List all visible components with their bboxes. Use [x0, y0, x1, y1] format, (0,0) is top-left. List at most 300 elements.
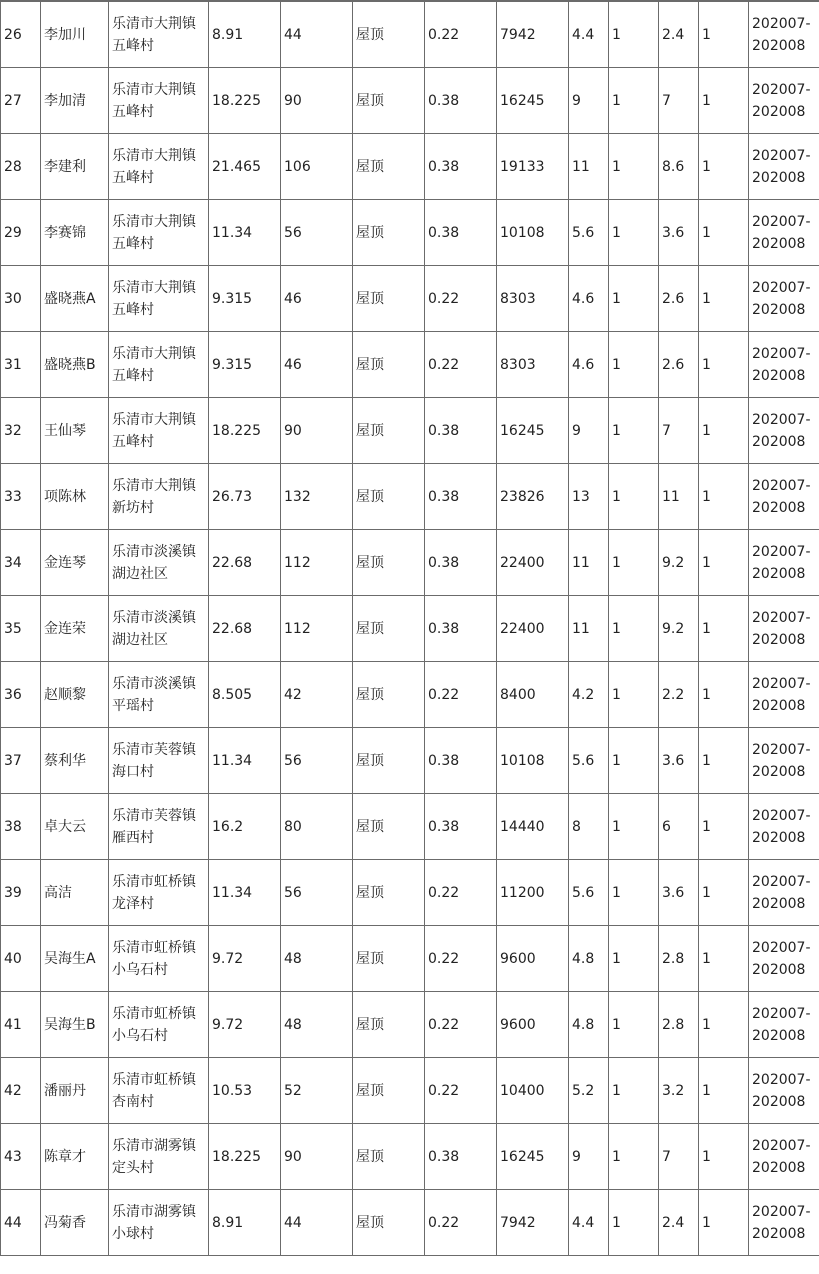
- cell-col11: 2.4: [659, 2, 699, 68]
- cell-address: [109, 992, 209, 1058]
- cell-address-line-2: 雁西村: [112, 829, 154, 846]
- cell-period-line-1: 202007-: [752, 213, 811, 230]
- cell-col10: 1: [609, 398, 659, 464]
- cell-name: 金连荣: [41, 596, 109, 662]
- cell-rate: 0.38: [425, 134, 497, 200]
- cell-col12: 1: [699, 2, 749, 68]
- cell-capacity: 9.315: [209, 266, 281, 332]
- cell-period-line-1: 202007-: [752, 873, 811, 890]
- cell-index: 43: [1, 1124, 41, 1190]
- cell-capacity: 22.68: [209, 596, 281, 662]
- cell-col9: 11: [569, 134, 609, 200]
- cell-panels: 132: [281, 464, 353, 530]
- cell-col9: 11: [569, 530, 609, 596]
- cell-address-line-1: 乐清市大荆镇: [112, 213, 196, 230]
- table-row: [1, 794, 819, 860]
- table-row: [1, 596, 819, 662]
- table-row: [1, 860, 819, 926]
- cell-col11: 2.8: [659, 926, 699, 992]
- cell-panels: 80: [281, 794, 353, 860]
- cell-col10: 1: [609, 926, 659, 992]
- cell-address: [109, 596, 209, 662]
- table-row: [1, 530, 819, 596]
- cell-col9: 5.6: [569, 860, 609, 926]
- cell-col10: 1: [609, 134, 659, 200]
- cell-panels: 56: [281, 200, 353, 266]
- cell-period-line-1: 202007-: [752, 1137, 811, 1154]
- cell-address-line-1: 乐清市湖雾镇: [112, 1203, 196, 1220]
- cell-address-line-2: 五峰村: [112, 169, 154, 186]
- table-row: [1, 464, 819, 530]
- cell-period-line-2: 202008: [752, 1159, 806, 1176]
- cell-capacity: 9.72: [209, 926, 281, 992]
- cell-generation: 7942: [497, 1190, 569, 1256]
- cell-index: 33: [1, 464, 41, 530]
- cell-index: 27: [1, 68, 41, 134]
- cell-rate: 0.38: [425, 530, 497, 596]
- cell-col12: 1: [699, 794, 749, 860]
- cell-capacity: 11.34: [209, 728, 281, 794]
- cell-col11: 11: [659, 464, 699, 530]
- cell-col9: 5.6: [569, 200, 609, 266]
- cell-col10: 1: [609, 68, 659, 134]
- cell-period-line-2: 202008: [752, 829, 806, 846]
- table-row: [1, 332, 819, 398]
- table-row: [1, 992, 819, 1058]
- cell-col11: 3.6: [659, 860, 699, 926]
- cell-panels: 46: [281, 332, 353, 398]
- cell-period-line-2: 202008: [752, 565, 806, 582]
- cell-rate: 0.38: [425, 596, 497, 662]
- cell-address-line-1: 乐清市虹桥镇: [112, 873, 196, 890]
- cell-capacity: 18.225: [209, 68, 281, 134]
- cell-col9: 4.8: [569, 992, 609, 1058]
- cell-address-line-2: 五峰村: [112, 235, 154, 252]
- cell-col11: 7: [659, 1124, 699, 1190]
- cell-index: 42: [1, 1058, 41, 1124]
- cell-address-line-1: 乐清市芙蓉镇: [112, 741, 196, 758]
- cell-address-line-2: 湖边社区: [112, 565, 168, 582]
- cell-address: [109, 266, 209, 332]
- cell-col10: 1: [609, 596, 659, 662]
- cell-col12: 1: [699, 266, 749, 332]
- cell-col11: 3.6: [659, 728, 699, 794]
- cell-period-line-1: 202007-: [752, 609, 811, 626]
- cell-period: [749, 398, 819, 464]
- cell-address-line-2: 五峰村: [112, 433, 154, 450]
- table-row: [1, 134, 819, 200]
- cell-generation: 16245: [497, 68, 569, 134]
- cell-index: 29: [1, 200, 41, 266]
- cell-period: [749, 200, 819, 266]
- cell-col10: 1: [609, 266, 659, 332]
- cell-col9: 9: [569, 68, 609, 134]
- cell-col9: 9: [569, 1124, 609, 1190]
- cell-rate: 0.22: [425, 1190, 497, 1256]
- cell-name: 李加清: [41, 68, 109, 134]
- cell-rate: 0.38: [425, 728, 497, 794]
- cell-panels: 112: [281, 530, 353, 596]
- cell-col10: 1: [609, 2, 659, 68]
- cell-address: [109, 1058, 209, 1124]
- cell-install-type: 屋顶: [353, 992, 425, 1058]
- cell-install-type: 屋顶: [353, 134, 425, 200]
- cell-install-type: 屋顶: [353, 266, 425, 332]
- cell-capacity: 21.465: [209, 134, 281, 200]
- cell-index: 28: [1, 134, 41, 200]
- cell-period: [749, 332, 819, 398]
- cell-address: [109, 398, 209, 464]
- cell-period-line-2: 202008: [752, 1093, 806, 1110]
- cell-name: 李加川: [41, 2, 109, 68]
- cell-name: 冯菊香: [41, 1190, 109, 1256]
- household-solar-table: [0, 1, 819, 1256]
- cell-generation: 16245: [497, 398, 569, 464]
- cell-address-line-1: 乐清市虹桥镇: [112, 939, 196, 956]
- cell-install-type: 屋顶: [353, 464, 425, 530]
- cell-install-type: 屋顶: [353, 1124, 425, 1190]
- cell-index: 34: [1, 530, 41, 596]
- table-row: [1, 200, 819, 266]
- cell-panels: 52: [281, 1058, 353, 1124]
- cell-rate: 0.38: [425, 68, 497, 134]
- cell-panels: 90: [281, 68, 353, 134]
- cell-col12: 1: [699, 1058, 749, 1124]
- cell-address-line-1: 乐清市大荆镇: [112, 147, 196, 164]
- cell-name: 赵顺黎: [41, 662, 109, 728]
- cell-address: [109, 728, 209, 794]
- cell-generation: 19133: [497, 134, 569, 200]
- cell-period: [749, 926, 819, 992]
- cell-rate: 0.22: [425, 1058, 497, 1124]
- cell-address-line-2: 五峰村: [112, 37, 154, 54]
- cell-install-type: 屋顶: [353, 794, 425, 860]
- cell-address-line-1: 乐清市虹桥镇: [112, 1071, 196, 1088]
- cell-name: 盛晓燕A: [41, 266, 109, 332]
- cell-install-type: 屋顶: [353, 926, 425, 992]
- cell-period-line-2: 202008: [752, 499, 806, 516]
- cell-name: 吴海生B: [41, 992, 109, 1058]
- cell-rate: 0.38: [425, 794, 497, 860]
- cell-generation: 16245: [497, 1124, 569, 1190]
- cell-panels: 56: [281, 860, 353, 926]
- cell-period-line-1: 202007-: [752, 279, 811, 296]
- cell-col11: 7: [659, 68, 699, 134]
- cell-address: [109, 68, 209, 134]
- cell-panels: 48: [281, 926, 353, 992]
- cell-generation: 14440: [497, 794, 569, 860]
- table-row: [1, 266, 819, 332]
- cell-period-line-2: 202008: [752, 961, 806, 978]
- cell-address-line-1: 乐清市大荆镇: [112, 411, 196, 428]
- cell-col12: 1: [699, 1190, 749, 1256]
- cell-period-line-2: 202008: [752, 301, 806, 318]
- cell-address: [109, 530, 209, 596]
- cell-panels: 106: [281, 134, 353, 200]
- cell-col9: 4.6: [569, 332, 609, 398]
- cell-period: [749, 68, 819, 134]
- cell-col9: 13: [569, 464, 609, 530]
- cell-address-line-2: 杏南村: [112, 1093, 154, 1110]
- cell-period-line-1: 202007-: [752, 939, 811, 956]
- cell-col9: 4.8: [569, 926, 609, 992]
- cell-period: [749, 860, 819, 926]
- cell-index: 32: [1, 398, 41, 464]
- cell-capacity: 11.34: [209, 860, 281, 926]
- cell-rate: 0.22: [425, 332, 497, 398]
- cell-period: [749, 662, 819, 728]
- cell-install-type: 屋顶: [353, 728, 425, 794]
- table-row: [1, 68, 819, 134]
- cell-address-line-2: 小球村: [112, 1225, 154, 1242]
- cell-address-line-1: 乐清市大荆镇: [112, 279, 196, 296]
- cell-col11: 6: [659, 794, 699, 860]
- cell-address: [109, 200, 209, 266]
- cell-install-type: 屋顶: [353, 68, 425, 134]
- cell-name: 李建利: [41, 134, 109, 200]
- cell-rate: 0.22: [425, 2, 497, 68]
- cell-address-line-2: 定头村: [112, 1159, 154, 1176]
- cell-address-line-2: 海口村: [112, 763, 154, 780]
- cell-address-line-1: 乐清市淡溪镇: [112, 675, 196, 692]
- cell-install-type: 屋顶: [353, 662, 425, 728]
- cell-col12: 1: [699, 332, 749, 398]
- cell-period: [749, 1124, 819, 1190]
- cell-col10: 1: [609, 464, 659, 530]
- cell-capacity: 22.68: [209, 530, 281, 596]
- cell-period-line-2: 202008: [752, 169, 806, 186]
- cell-capacity: 18.225: [209, 1124, 281, 1190]
- cell-col9: 5.6: [569, 728, 609, 794]
- cell-col11: 3.2: [659, 1058, 699, 1124]
- cell-generation: 8400: [497, 662, 569, 728]
- cell-col12: 1: [699, 134, 749, 200]
- cell-capacity: 26.73: [209, 464, 281, 530]
- table-row: [1, 662, 819, 728]
- cell-install-type: 屋顶: [353, 200, 425, 266]
- cell-col10: 1: [609, 1124, 659, 1190]
- cell-rate: 0.38: [425, 200, 497, 266]
- cell-address-line-2: 龙泽村: [112, 895, 154, 912]
- cell-install-type: 屋顶: [353, 398, 425, 464]
- cell-name: 蔡利华: [41, 728, 109, 794]
- cell-address-line-1: 乐清市大荆镇: [112, 345, 196, 362]
- cell-panels: 42: [281, 662, 353, 728]
- cell-col11: 2.8: [659, 992, 699, 1058]
- table-row: [1, 926, 819, 992]
- cell-index: 30: [1, 266, 41, 332]
- cell-col9: 5.2: [569, 1058, 609, 1124]
- cell-address-line-2: 小乌石村: [112, 1027, 168, 1044]
- cell-address-line-1: 乐清市淡溪镇: [112, 609, 196, 626]
- cell-period: [749, 1058, 819, 1124]
- cell-period-line-1: 202007-: [752, 477, 811, 494]
- cell-address: [109, 1190, 209, 1256]
- cell-name: 吴海生A: [41, 926, 109, 992]
- cell-col12: 1: [699, 1124, 749, 1190]
- cell-col11: 7: [659, 398, 699, 464]
- cell-period-line-1: 202007-: [752, 543, 811, 560]
- cell-col11: 9.2: [659, 530, 699, 596]
- cell-col10: 1: [609, 662, 659, 728]
- cell-panels: 46: [281, 266, 353, 332]
- cell-period-line-1: 202007-: [752, 807, 811, 824]
- cell-col11: 2.6: [659, 332, 699, 398]
- cell-address-line-1: 乐清市虹桥镇: [112, 1005, 196, 1022]
- cell-col9: 4.4: [569, 2, 609, 68]
- cell-col9: 4.2: [569, 662, 609, 728]
- cell-generation: 22400: [497, 596, 569, 662]
- cell-col12: 1: [699, 860, 749, 926]
- cell-address-line-1: 乐清市芙蓉镇: [112, 807, 196, 824]
- cell-generation: 11200: [497, 860, 569, 926]
- cell-index: 31: [1, 332, 41, 398]
- cell-address-line-2: 湖边社区: [112, 631, 168, 648]
- cell-capacity: 16.2: [209, 794, 281, 860]
- cell-index: 40: [1, 926, 41, 992]
- cell-col12: 1: [699, 596, 749, 662]
- cell-period-line-1: 202007-: [752, 15, 811, 32]
- cell-col12: 1: [699, 926, 749, 992]
- cell-generation: 9600: [497, 992, 569, 1058]
- cell-period-line-2: 202008: [752, 895, 806, 912]
- cell-period-line-2: 202008: [752, 433, 806, 450]
- cell-address: [109, 2, 209, 68]
- cell-capacity: 11.34: [209, 200, 281, 266]
- cell-col11: 3.6: [659, 200, 699, 266]
- cell-period: [749, 530, 819, 596]
- cell-col11: 9.2: [659, 596, 699, 662]
- cell-index: 26: [1, 2, 41, 68]
- cell-period-line-1: 202007-: [752, 81, 811, 98]
- cell-period-line-2: 202008: [752, 37, 806, 54]
- cell-panels: 112: [281, 596, 353, 662]
- cell-col10: 1: [609, 728, 659, 794]
- cell-address-line-2: 新坊村: [112, 499, 154, 516]
- cell-generation: 23826: [497, 464, 569, 530]
- cell-name: 高洁: [41, 860, 109, 926]
- cell-capacity: 9.315: [209, 332, 281, 398]
- cell-col9: 4.4: [569, 1190, 609, 1256]
- cell-period-line-1: 202007-: [752, 147, 811, 164]
- cell-period: [749, 992, 819, 1058]
- cell-period: [749, 266, 819, 332]
- cell-col10: 1: [609, 332, 659, 398]
- cell-col12: 1: [699, 200, 749, 266]
- cell-install-type: 屋顶: [353, 596, 425, 662]
- cell-address-line-2: 五峰村: [112, 301, 154, 318]
- cell-panels: 56: [281, 728, 353, 794]
- cell-name: 王仙琴: [41, 398, 109, 464]
- cell-generation: 9600: [497, 926, 569, 992]
- cell-index: 36: [1, 662, 41, 728]
- cell-period: [749, 1190, 819, 1256]
- cell-period-line-2: 202008: [752, 235, 806, 252]
- table-row: [1, 728, 819, 794]
- cell-col12: 1: [699, 68, 749, 134]
- cell-address: [109, 332, 209, 398]
- cell-col10: 1: [609, 1058, 659, 1124]
- cell-period-line-1: 202007-: [752, 1071, 811, 1088]
- table-row: [1, 2, 819, 68]
- cell-col12: 1: [699, 728, 749, 794]
- cell-install-type: 屋顶: [353, 332, 425, 398]
- cell-period-line-1: 202007-: [752, 1203, 811, 1220]
- cell-index: 37: [1, 728, 41, 794]
- cell-rate: 0.22: [425, 266, 497, 332]
- cell-name: 卓大云: [41, 794, 109, 860]
- cell-address-line-2: 五峰村: [112, 103, 154, 120]
- table-row: [1, 1058, 819, 1124]
- cell-address: [109, 464, 209, 530]
- cell-name: 陈章才: [41, 1124, 109, 1190]
- cell-period-line-2: 202008: [752, 1027, 806, 1044]
- cell-address-line-2: 五峰村: [112, 367, 154, 384]
- cell-generation: 22400: [497, 530, 569, 596]
- cell-address-line-1: 乐清市大荆镇: [112, 15, 196, 32]
- cell-rate: 0.22: [425, 662, 497, 728]
- cell-address: [109, 926, 209, 992]
- cell-address: [109, 1124, 209, 1190]
- cell-address: [109, 860, 209, 926]
- cell-col11: 2.6: [659, 266, 699, 332]
- cell-address-line-2: 小乌石村: [112, 961, 168, 978]
- cell-panels: 44: [281, 2, 353, 68]
- cell-panels: 44: [281, 1190, 353, 1256]
- cell-capacity: 10.53: [209, 1058, 281, 1124]
- cell-generation: 7942: [497, 2, 569, 68]
- cell-col10: 1: [609, 1190, 659, 1256]
- cell-col9: 9: [569, 398, 609, 464]
- cell-name: 潘丽丹: [41, 1058, 109, 1124]
- cell-period-line-2: 202008: [752, 367, 806, 384]
- cell-index: 35: [1, 596, 41, 662]
- cell-period-line-2: 202008: [752, 1225, 806, 1242]
- cell-capacity: 8.505: [209, 662, 281, 728]
- cell-col12: 1: [699, 530, 749, 596]
- cell-period: [749, 596, 819, 662]
- cell-address-line-1: 乐清市大荆镇: [112, 477, 196, 494]
- cell-rate: 0.38: [425, 398, 497, 464]
- cell-rate: 0.38: [425, 1124, 497, 1190]
- cell-period-line-1: 202007-: [752, 741, 811, 758]
- cell-capacity: 8.91: [209, 2, 281, 68]
- cell-index: 44: [1, 1190, 41, 1256]
- cell-name: 项陈林: [41, 464, 109, 530]
- cell-install-type: 屋顶: [353, 860, 425, 926]
- cell-address: [109, 794, 209, 860]
- cell-address-line-1: 乐清市湖雾镇: [112, 1137, 196, 1154]
- table-row: [1, 1190, 819, 1256]
- cell-col11: 2.4: [659, 1190, 699, 1256]
- cell-generation: 10108: [497, 728, 569, 794]
- cell-install-type: 屋顶: [353, 1190, 425, 1256]
- cell-generation: 8303: [497, 266, 569, 332]
- table-row: [1, 398, 819, 464]
- cell-col12: 1: [699, 398, 749, 464]
- cell-address: [109, 134, 209, 200]
- cell-rate: 0.22: [425, 926, 497, 992]
- cell-col9: 8: [569, 794, 609, 860]
- cell-col10: 1: [609, 860, 659, 926]
- cell-period: [749, 134, 819, 200]
- cell-install-type: 屋顶: [353, 2, 425, 68]
- cell-index: 41: [1, 992, 41, 1058]
- cell-name: 金连琴: [41, 530, 109, 596]
- cell-period-line-2: 202008: [752, 631, 806, 648]
- cell-col11: 2.2: [659, 662, 699, 728]
- cell-panels: 90: [281, 1124, 353, 1190]
